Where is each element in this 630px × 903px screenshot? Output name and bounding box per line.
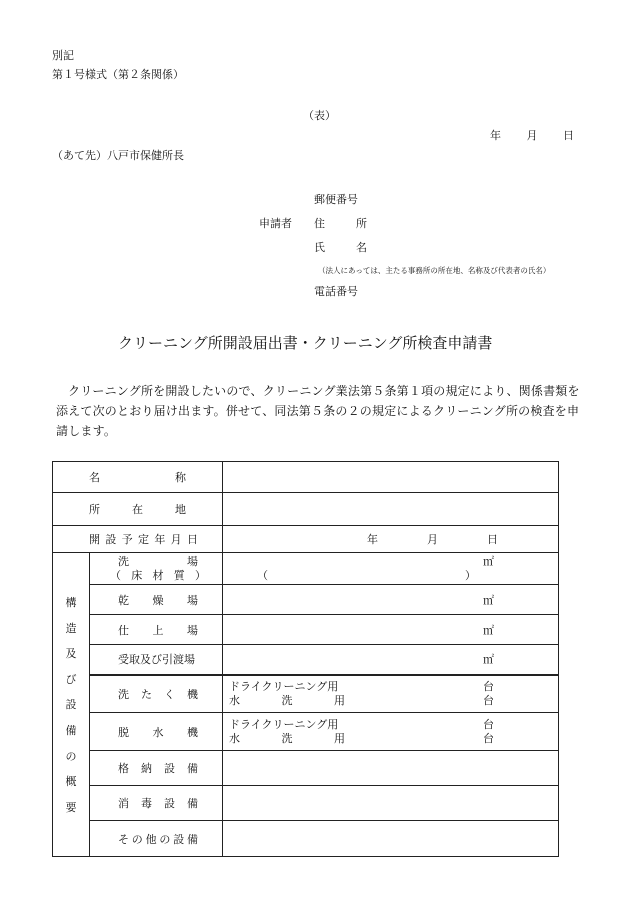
row-name — [53, 462, 559, 493]
label-location: 所 在 地 — [89, 503, 186, 516]
label-storage: 格 納 設 備 — [118, 762, 198, 775]
field-extractor[interactable]: ドライクリーニング用 台 水 洗 用 台 — [223, 713, 559, 751]
label-dry-area: 乾 燥 場 — [118, 593, 198, 607]
row-finish-area — [53, 615, 559, 645]
field-receive-area[interactable]: ㎡ — [223, 645, 559, 675]
name-label: 氏 名 — [314, 241, 367, 254]
facility-table — [52, 461, 559, 857]
date-day: 日 — [563, 129, 574, 142]
applicant-label: 申請者 — [259, 217, 292, 230]
field-dry-area[interactable]: ㎡ — [223, 585, 559, 615]
addressee: （あて先）八戸市保健所長 — [52, 149, 184, 162]
label-extractor: 脱 水 機 — [118, 725, 198, 739]
corporation-note: （法人にあっては、主たる事務所の所在地、名称及び代表者の氏名） — [318, 266, 551, 275]
annex-label: 別記 — [52, 49, 74, 62]
floor-material-parens: （ ） — [257, 568, 476, 582]
field-location[interactable] — [223, 493, 559, 526]
label-other: そ の 他 の 設 備 — [118, 832, 198, 846]
label-wash-area: 洗 場 — [118, 554, 198, 568]
phone-label: 電話番号 — [314, 285, 358, 298]
field-finish-area[interactable]: ㎡ — [223, 615, 559, 645]
label-floor-material: （ 床 材 質 ） — [110, 568, 206, 582]
field-storage[interactable] — [223, 751, 559, 786]
row-other — [53, 821, 559, 857]
row-wash-area — [53, 553, 559, 585]
address-label: 住 所 — [314, 217, 367, 230]
label-name: 名 称 — [89, 471, 186, 484]
row-location — [53, 493, 559, 526]
structure-group-label: 構 造 及 び 設 備 の 概 要 — [65, 596, 77, 814]
label-finish-area: 仕 上 場 — [118, 623, 198, 637]
label-disinfect: 消 毒 設 備 — [118, 797, 198, 810]
field-other[interactable] — [223, 821, 559, 857]
label-washer: 洗 た く 機 — [118, 687, 198, 701]
field-disinfect[interactable] — [223, 786, 559, 821]
label-open-date: 開 設 予 定 年 月 日 — [89, 533, 198, 546]
row-washer — [53, 675, 559, 713]
row-disinfect — [53, 786, 559, 821]
date-month: 月 — [526, 129, 538, 142]
field-name[interactable] — [223, 462, 559, 493]
date-line — [490, 127, 574, 143]
document-title: クリーニング所開設届出書・クリーニング所検査申請書 — [118, 334, 493, 352]
row-extractor — [53, 713, 559, 751]
declaration-paragraph: クリーニング所を開設したいので、クリーニング業法第５条第１項の規定により、関係書類を添えて次のとおり届け出ます。併せて、同法第５条の２の規定によるクリーニング所の検査を申請します。 — [56, 384, 580, 438]
row-dry-area — [53, 585, 559, 615]
label-receive-area: 受取及び引渡場 — [118, 653, 195, 667]
date-year: 年 — [490, 129, 501, 142]
postal-code-label: 郵便番号 — [314, 193, 358, 206]
wash-area-unit: ㎡ — [483, 554, 494, 568]
row-storage — [53, 751, 559, 786]
field-wash-area[interactable] — [223, 553, 559, 585]
field-open-date[interactable]: 年 月 日 — [223, 526, 559, 553]
form-number: 第１号様式（第２条関係） — [52, 68, 184, 81]
field-washer[interactable]: ドライクリーニング用 台 水 洗 用 台 — [223, 675, 559, 713]
front-side-label: （表） — [303, 109, 336, 122]
row-receive-area — [53, 645, 559, 675]
row-open-date — [53, 526, 559, 553]
